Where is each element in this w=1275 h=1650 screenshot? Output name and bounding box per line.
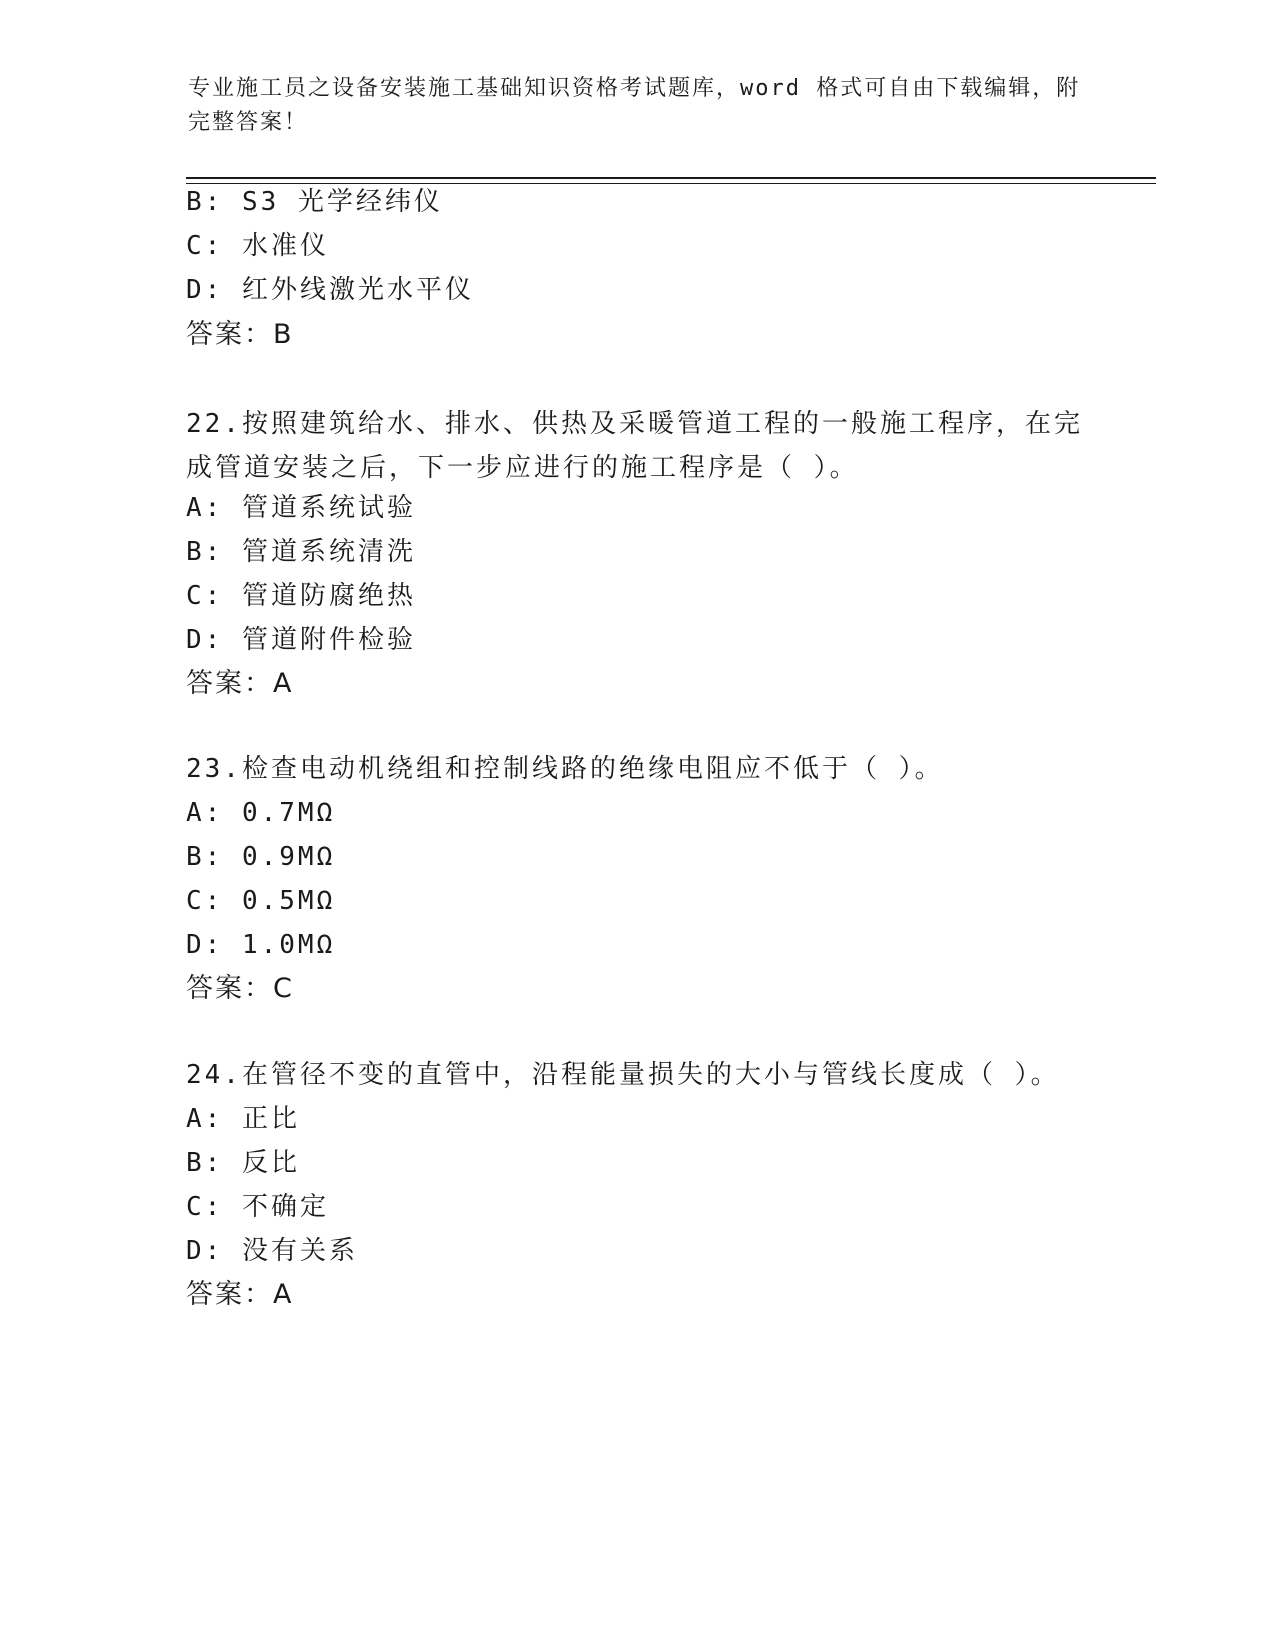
q24-option-a: A: 正比 [186, 1104, 300, 1134]
q24-option-d: D: 没有关系 [186, 1236, 358, 1266]
header-divider-thin [186, 183, 1156, 184]
q22-option-b: B: 管道系统清洗 [186, 537, 416, 567]
q22-option-d: D: 管道附件检验 [186, 625, 416, 655]
document-header: 专业施工员之设备安装施工基础知识资格考试题库，word 格式可自由下载编辑，附完整答案！ [188, 76, 1081, 135]
q23-option-b: B: 0.9MΩ [186, 842, 336, 872]
q23-option-c: C: 0.5MΩ [186, 886, 336, 916]
q21-option-c: C: 水准仪 [186, 231, 329, 261]
q22-option-a: A: 管道系统试验 [186, 493, 416, 523]
q24-option-b: B: 反比 [186, 1148, 300, 1178]
q23-option-d: D: 1.0MΩ [186, 930, 336, 960]
q23-option-a: A: 0.7MΩ [186, 798, 336, 828]
q24-stem: 24.在管径不变的直管中，沿程能量损失的大小与管线长度成（ ）。 [186, 1060, 1060, 1090]
q21-answer: 答案：B [186, 319, 294, 350]
q23-answer: 答案：C [186, 973, 294, 1004]
q22-answer: 答案：A [186, 668, 294, 699]
q24-answer: 答案：A [186, 1279, 294, 1310]
q21-option-b: B: S3 光学经纬仪 [186, 187, 443, 217]
q21-option-d: D: 红外线激光水平仪 [186, 275, 474, 305]
q24-option-c: C: 不确定 [186, 1192, 329, 1222]
q22-option-c: C: 管道防腐绝热 [186, 581, 416, 611]
q23-stem: 23.检查电动机绕组和控制线路的绝缘电阻应不低于（ ）。 [186, 754, 944, 784]
header-divider [186, 177, 1156, 179]
q22-stem: 22.按照建筑给水、排水、供热及采暖管道工程的一般施工程序，在完成管道安装之后，下一步应进行的施工程序是（ ）。 [186, 409, 1083, 483]
